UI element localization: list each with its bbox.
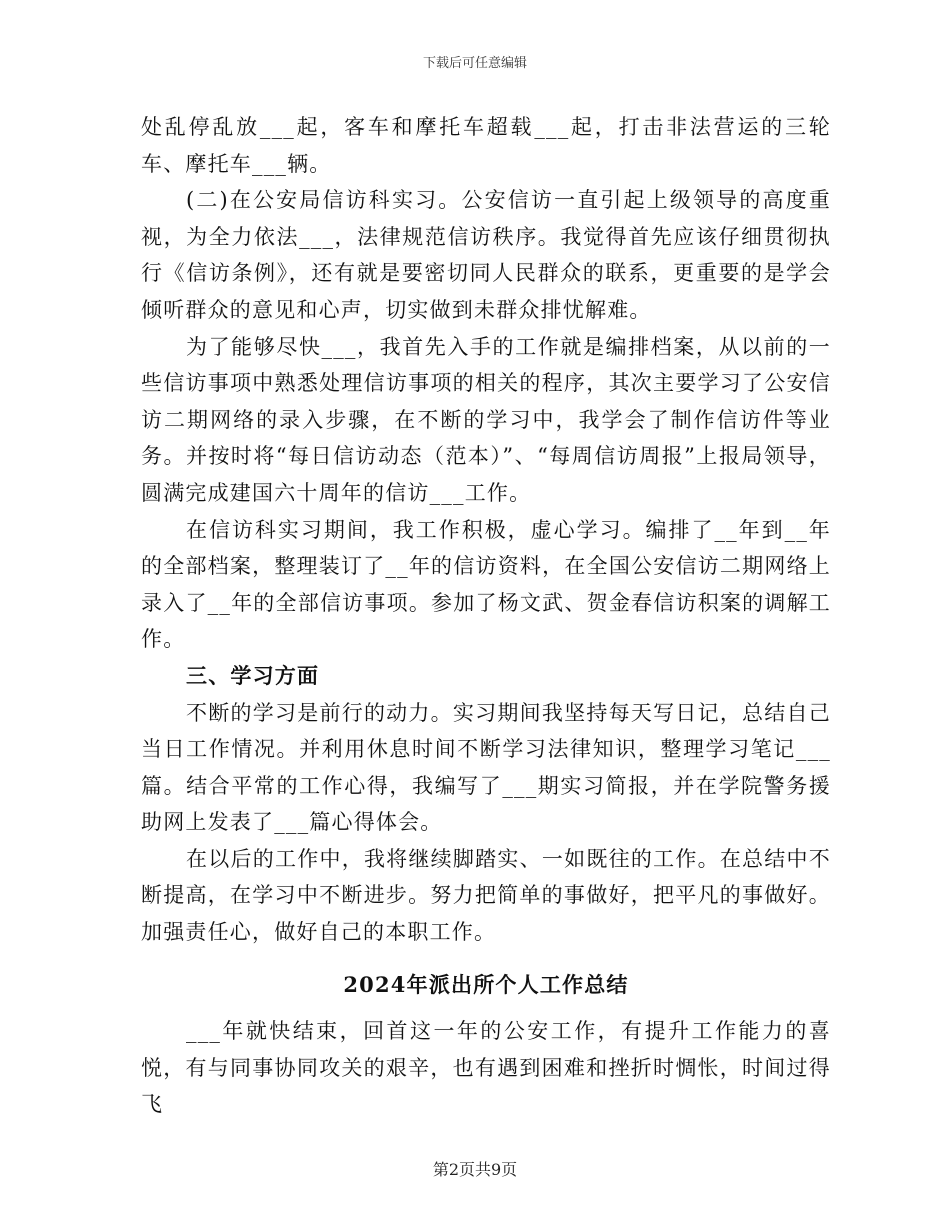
section-heading-study: 三、学习方面 xyxy=(186,663,320,688)
paragraph-5: 不断的学习是前行的动力。实习期间我坚持每天写日记，总结自己当日工作情况。并利用休息时间不断学习法律知识，整理学习笔记___篇。结合平常的工作心得，我编写了___期实习简报，并在学院警务援助网上发表了___篇心得体会。 xyxy=(141,700,831,835)
paragraph-3: 为了能够尽快___，我首先入手的工作就是编排档案，从以前的一些信访事项中熟悉处理信访事项的相关的程序，其次主要学习了公安信访二期网络的录入步骤，在不断的学习中，我学会了制作信访件等业务。并按时将“每日信访动态（范本）”、“每周信访周报”上报局领导，圆满完成建国六十周年的信访___工作。 xyxy=(141,334,831,505)
page-number: 第2页共9页 xyxy=(432,1160,518,1179)
document-body xyxy=(141,109,831,1123)
paragraph-6: 在以后的工作中，我将继续脚踏实、一如既往的工作。在总结中不断提高，在学习中不断进步。努力把简单的事做好，把平凡的事做好。加强责任心，做好自己的本职工作。 xyxy=(141,846,831,945)
document-title: 2024年派出所个人工作总结 xyxy=(343,971,629,997)
paragraph-1: 处乱停乱放___起，客车和摩托车超载___起，打击非法营运的三轮车、摩托车___辆。 xyxy=(141,115,831,176)
paragraph-7: ___年就快结束，回首这一年的公安工作，有提升工作能力的喜悦，有与同事协同攻关的艰辛，也有遇到困难和挫折时惆怅，时间过得飞 xyxy=(141,1019,831,1117)
paragraph-4: 在信访科实习期间，我工作积极，虚心学习。编排了__年到__年的全部档案，整理装订了__年的信访资料，在全国公安信访二期网络上录入了__年的全部信访事项。参加了杨文武、贺金春信访积案的调解工作。 xyxy=(141,517,831,652)
paragraph-2: (二)在公安局信访科实习。公安信访一直引起上级领导的高度重视，为全力依法___，法律规范信访秩序。我觉得首先应该仔细贯彻执行《信访条例》，还有就是要密切同人民群众的联系，更重要的是学会倾听群众的意见和心声，切实做到未群众排忧解难。 xyxy=(141,188,831,322)
page-header: 下载后可任意编辑 xyxy=(422,56,527,71)
